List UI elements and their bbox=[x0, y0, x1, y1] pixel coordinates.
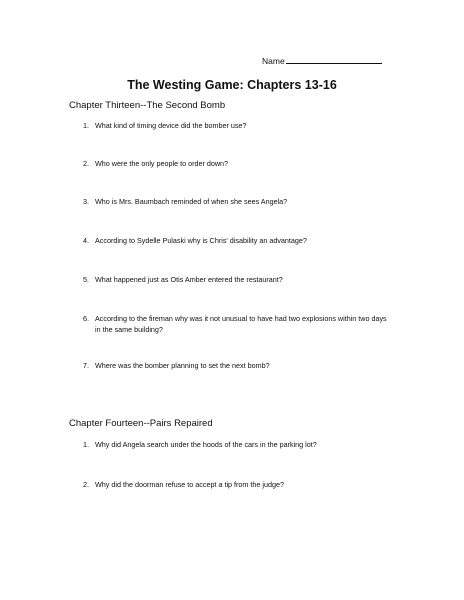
chapter-heading: Chapter Thirteen--The Second Bomb bbox=[69, 100, 226, 111]
name-blank-line bbox=[286, 54, 382, 64]
question-item bbox=[83, 439, 388, 450]
question-number: 3. bbox=[83, 197, 89, 206]
question-item bbox=[83, 360, 388, 371]
question-item bbox=[83, 196, 388, 207]
question-number: 1. bbox=[83, 440, 89, 449]
question-text: According to the fireman why was it not unusual to have had two explosions within two days in the same building? bbox=[95, 314, 387, 334]
worksheet-title: The Westing Game: Chapters 13-16 bbox=[127, 78, 337, 92]
question-number: 2. bbox=[83, 159, 89, 168]
question-item bbox=[83, 120, 388, 131]
question-number: 5. bbox=[83, 275, 89, 284]
name-label: Name bbox=[262, 56, 285, 66]
question-number: 6. bbox=[83, 314, 89, 323]
question-text: Where was the bomber planning to set the next bomb? bbox=[95, 361, 270, 370]
question-text: Who were the only people to order down? bbox=[95, 159, 229, 168]
question-text: What happened just as Otis Amber entered the restaurant? bbox=[95, 275, 283, 284]
chapter-heading: Chapter Fourteen--Pairs Repaired bbox=[69, 418, 213, 429]
question-number: 2. bbox=[83, 480, 89, 489]
question-item bbox=[83, 274, 388, 285]
question-text: Why did the doorman refuse to accept a tip from the judge? bbox=[95, 480, 284, 489]
question-text: What kind of timing device did the bomber use? bbox=[95, 121, 247, 130]
question-text: Who is Mrs. Baumbach reminded of when she sees Angela? bbox=[95, 197, 288, 206]
question-text: According to Sydelle Pulaski why is Chris' disability an advantage? bbox=[95, 236, 307, 245]
question-item bbox=[83, 313, 388, 335]
question-text: Why did Angela search under the hoods of the cars in the parking lot? bbox=[95, 440, 317, 449]
question-item bbox=[83, 479, 388, 490]
question-item bbox=[83, 158, 388, 169]
question-number: 4. bbox=[83, 236, 89, 245]
question-number: 1. bbox=[83, 121, 89, 130]
name-field bbox=[262, 54, 382, 66]
question-number: 7. bbox=[83, 361, 89, 370]
question-item bbox=[83, 235, 388, 246]
